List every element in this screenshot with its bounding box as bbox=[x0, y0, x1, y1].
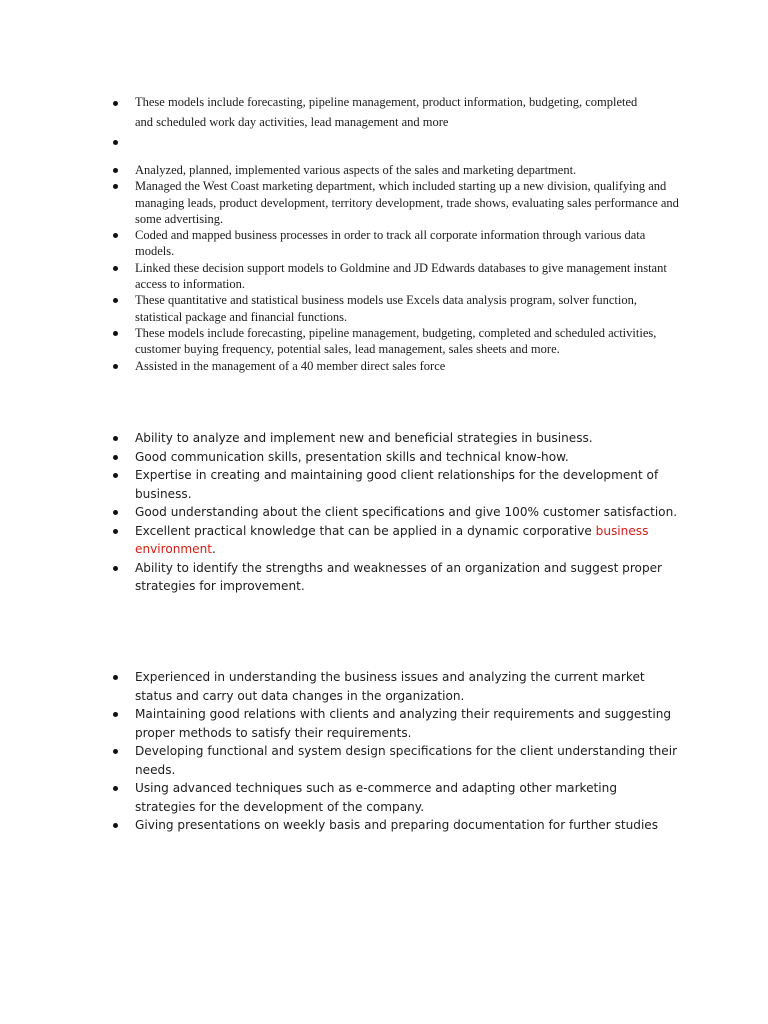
skills-bullet-list bbox=[108, 429, 680, 596]
list-item: Experienced in understanding the business issues and analyzing the current market status and carry out data changes in the organization. bbox=[108, 668, 680, 705]
list-item: Coded and mapped business processes in order to track all corporate information through various data models. bbox=[108, 227, 680, 260]
list-item: Ability to identify the strengths and weaknesses of an organization and suggest proper strategies for improvement. bbox=[108, 559, 680, 596]
list-item: These quantitative and statistical business models use Excels data analysis program, solver function, statistical package and financial functions. bbox=[108, 292, 680, 325]
list-item: Giving presentations on weekly basis and preparing documentation for further studies bbox=[108, 816, 680, 835]
list-item-text: Excellent practical knowledge that can be applied in a dynamic corporative bbox=[135, 523, 592, 538]
experience-bullet-list bbox=[108, 162, 680, 374]
list-item: Expertise in creating and maintaining good client relationships for the development of business. bbox=[108, 466, 680, 503]
list-item-suffix: . bbox=[212, 542, 216, 556]
list-item: Analyzed, planned, implemented various aspects of the sales and marketing department. bbox=[108, 162, 680, 178]
list-item: Assisted in the management of a 40 member direct sales force bbox=[108, 358, 680, 374]
responsibilities-bullet-list bbox=[108, 668, 680, 835]
list-item: Ability to analyze and implement new and beneficial strategies in business. bbox=[108, 429, 680, 448]
list-item: These models include forecasting, pipeline management, product information, budgeting, completed and scheduled work day activities, lead management and more bbox=[108, 93, 648, 132]
list-item: Developing functional and system design specifications for the client understanding their needs. bbox=[108, 742, 680, 779]
list-item: Good understanding about the client specifications and give 100% customer satisfaction. bbox=[108, 503, 680, 522]
business-environment-link[interactable]: business environment bbox=[135, 523, 649, 556]
list-item: These models include forecasting, pipeline management, budgeting, completed and scheduled activities, customer buying frequency, potential sales, lead management, sales sheets and more. bbox=[108, 325, 680, 358]
intro-bullet-list bbox=[108, 93, 648, 152]
empty-list-item bbox=[108, 132, 648, 152]
list-item: Using advanced techniques such as e-commerce and adapting other marketing strategies for the development of the company. bbox=[108, 779, 680, 816]
list-item-with-link bbox=[108, 522, 680, 559]
list-item: Maintaining good relations with clients and analyzing their requirements and suggesting proper methods to satisfy their requirements. bbox=[108, 705, 680, 742]
list-item: Linked these decision support models to Goldmine and JD Edwards databases to give management instant access to information. bbox=[108, 260, 680, 293]
list-item: Managed the West Coast marketing department, which included starting up a new division, qualifying and managing leads, product development, territory development, trade shows, evaluating sales performance and some advertising. bbox=[108, 178, 680, 227]
list-item: Good communication skills, presentation skills and technical know-how. bbox=[108, 448, 680, 467]
